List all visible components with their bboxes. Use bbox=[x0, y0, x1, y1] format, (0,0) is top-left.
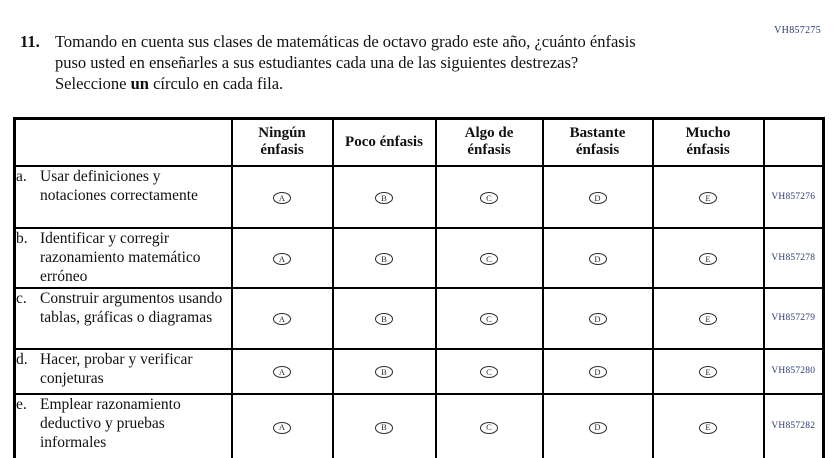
table-row-c bbox=[15, 288, 824, 349]
option-bubble-a[interactable]: A bbox=[273, 313, 291, 325]
row-accession-code: VH857276 bbox=[764, 166, 824, 228]
skill-cell bbox=[15, 288, 232, 349]
row-letter: e. bbox=[16, 395, 27, 413]
col-header-label: Algo de énfasis bbox=[464, 125, 514, 159]
option-cell bbox=[436, 166, 543, 228]
option-cell bbox=[543, 288, 653, 349]
code-header-cell bbox=[764, 119, 824, 166]
option-cell bbox=[436, 394, 543, 458]
row-letter: d. bbox=[16, 350, 28, 368]
question-block bbox=[20, 31, 653, 94]
col-header-label: Ningún énfasis bbox=[258, 125, 306, 159]
row-accession-code: VH857282 bbox=[764, 394, 824, 458]
option-cell bbox=[653, 228, 764, 288]
header-row bbox=[15, 119, 824, 166]
row-letter: a. bbox=[16, 167, 27, 185]
option-bubble-b[interactable]: B bbox=[375, 313, 393, 325]
col-header-ningun-enfasis bbox=[232, 119, 333, 166]
option-cell bbox=[653, 288, 764, 349]
option-bubble-e[interactable]: E bbox=[699, 366, 717, 378]
row-accession-code: VH857278 bbox=[764, 228, 824, 288]
row-letter: b. bbox=[16, 229, 28, 247]
table-row-e bbox=[15, 394, 824, 458]
col-header-label: Bastante énfasis bbox=[569, 125, 626, 159]
question-text bbox=[55, 31, 653, 94]
row-accession-code: VH857279 bbox=[764, 288, 824, 349]
option-bubble-a[interactable]: A bbox=[273, 366, 291, 378]
question-text-emphasis: un bbox=[130, 74, 149, 93]
option-bubble-a[interactable]: A bbox=[273, 422, 291, 434]
option-cell bbox=[232, 288, 333, 349]
option-cell bbox=[333, 394, 436, 458]
option-cell bbox=[232, 394, 333, 458]
option-bubble-e[interactable]: E bbox=[699, 253, 717, 265]
row-letter: c. bbox=[16, 289, 27, 307]
col-header-label: Mucho énfasis bbox=[685, 125, 731, 159]
col-header-bastante-enfasis bbox=[543, 119, 653, 166]
option-bubble-e[interactable]: E bbox=[699, 422, 717, 434]
skill-text: Construir argumentos usando tablas, gráficas o diagramas bbox=[40, 289, 223, 326]
question-number: 11. bbox=[20, 32, 40, 51]
option-cell bbox=[653, 166, 764, 228]
option-bubble-d[interactable]: D bbox=[589, 366, 607, 378]
col-header-poco-enfasis bbox=[333, 119, 436, 166]
skill-text: Usar definiciones y notaciones correctamente bbox=[40, 167, 198, 204]
option-cell bbox=[232, 228, 333, 288]
option-cell bbox=[333, 349, 436, 394]
skill-text: Hacer, probar y verificar conjeturas bbox=[40, 350, 193, 387]
skill-cell bbox=[15, 166, 232, 228]
option-bubble-b[interactable]: B bbox=[375, 366, 393, 378]
option-cell bbox=[333, 166, 436, 228]
col-header-mucho-enfasis bbox=[653, 119, 764, 166]
option-cell bbox=[543, 394, 653, 458]
option-bubble-c[interactable]: C bbox=[480, 313, 498, 325]
option-cell bbox=[333, 228, 436, 288]
skill-header-cell bbox=[15, 119, 232, 166]
option-bubble-c[interactable]: C bbox=[480, 422, 498, 434]
option-bubble-d[interactable]: D bbox=[589, 313, 607, 325]
option-cell bbox=[436, 228, 543, 288]
table-row-b bbox=[15, 228, 824, 288]
option-bubble-e[interactable]: E bbox=[699, 192, 717, 204]
option-cell bbox=[543, 166, 653, 228]
option-cell bbox=[543, 349, 653, 394]
question-text-before: Tomando en cuenta sus clases de matemáticas de octavo grado este año, ¿cuánto énfasis puso usted en enseñarles a sus estudiantes cada una de las siguientes destrezas? Seleccione bbox=[55, 32, 636, 93]
option-bubble-d[interactable]: D bbox=[589, 253, 607, 265]
option-bubble-d[interactable]: D bbox=[589, 422, 607, 434]
emphasis-matrix-table bbox=[13, 117, 825, 458]
page-accession-code: VH857275 bbox=[774, 25, 821, 36]
row-accession-code: VH857280 bbox=[764, 349, 824, 394]
table-row-d bbox=[15, 349, 824, 394]
option-bubble-a[interactable]: A bbox=[273, 253, 291, 265]
option-cell bbox=[333, 288, 436, 349]
question-text-after: círculo en cada fila. bbox=[148, 74, 284, 93]
option-bubble-d[interactable]: D bbox=[589, 192, 607, 204]
option-cell bbox=[436, 288, 543, 349]
skill-cell bbox=[15, 394, 232, 458]
option-cell bbox=[232, 349, 333, 394]
option-bubble-c[interactable]: C bbox=[480, 253, 498, 265]
option-bubble-e[interactable]: E bbox=[699, 313, 717, 325]
table-row-a bbox=[15, 166, 824, 228]
skill-text: Identificar y corregir razonamiento matemático erróneo bbox=[40, 229, 201, 285]
option-bubble-b[interactable]: B bbox=[375, 192, 393, 204]
option-cell bbox=[232, 166, 333, 228]
skill-text: Emplear razonamiento deductivo y pruebas informales bbox=[40, 395, 181, 451]
skill-cell bbox=[15, 228, 232, 288]
option-bubble-c[interactable]: C bbox=[480, 366, 498, 378]
skill-cell bbox=[15, 349, 232, 394]
option-bubble-a[interactable]: A bbox=[273, 192, 291, 204]
option-cell bbox=[653, 349, 764, 394]
option-cell bbox=[653, 394, 764, 458]
option-cell bbox=[543, 228, 653, 288]
col-header-algo-de-enfasis bbox=[436, 119, 543, 166]
option-bubble-c[interactable]: C bbox=[480, 192, 498, 204]
option-cell bbox=[436, 349, 543, 394]
option-bubble-b[interactable]: B bbox=[375, 422, 393, 434]
col-header-label: Poco énfasis bbox=[345, 133, 423, 150]
option-bubble-b[interactable]: B bbox=[375, 253, 393, 265]
